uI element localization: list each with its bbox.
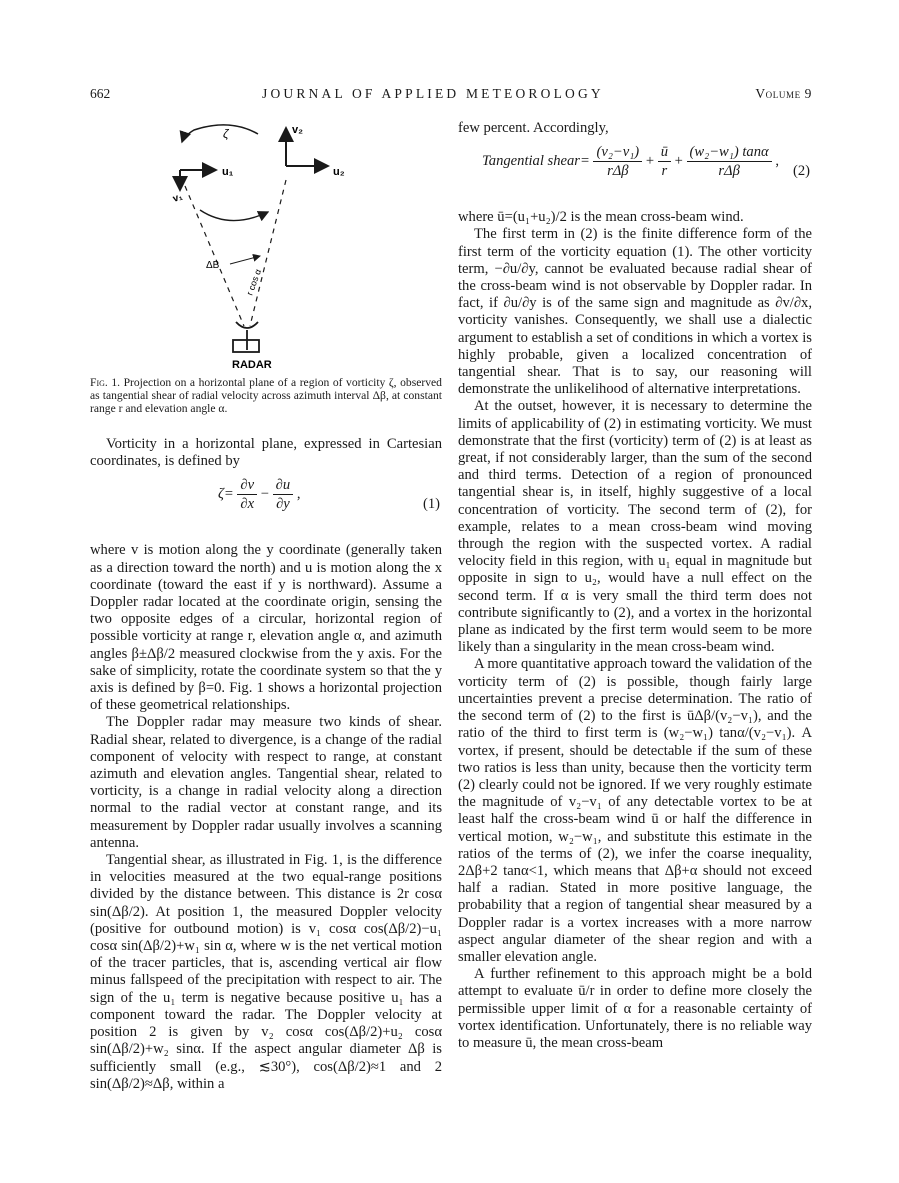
eq1-number: (1) bbox=[422, 496, 440, 513]
paragraph: where ū=(u₁+u₂)/2 is the mean cross-beam wind. bbox=[458, 209, 744, 226]
eq1-fraction-2 bbox=[273, 476, 294, 513]
eq2-t1-den: rΔβ bbox=[607, 163, 629, 180]
eq1-num1: ∂v bbox=[237, 476, 257, 495]
eq1-lhs: ζ= bbox=[218, 486, 234, 503]
eq2-t2-num: ū bbox=[658, 143, 671, 162]
eq2-plus-2: + bbox=[674, 153, 683, 170]
eq2-term-3 bbox=[687, 143, 772, 180]
journal-title: JOURNAL OF APPLIED METEOROLOGY bbox=[262, 86, 604, 101]
delta-beta-arrow bbox=[230, 256, 260, 264]
right-column bbox=[458, 120, 812, 1052]
delta-beta-label: ΔB bbox=[206, 260, 220, 271]
u1-label: u₁ bbox=[222, 166, 234, 178]
eq1-minus: − bbox=[260, 486, 270, 503]
eq2-t3-den: rΔβ bbox=[718, 163, 740, 180]
paragraph: A further refinement to this approach might be a bold attempt to evaluate ū/r in order to define more closely the permissible upper limit of α for a reasonable certainty of vortex identification. Unfortunately, there is no reliable way to measure ū, the mean cross-beam bbox=[458, 966, 812, 1051]
paragraph: A more quantitative approach toward the validation of the vorticity term of (2) is possible, though fairly large uncertainties prevent a precise determination. The ratio of the second term of (2) to the first is ūΔβ/(v₂−v₁), and the ratio of the third to first term is (w₂−w₁) tanα/(v₂−v₁). A vortex, if present, should be detectable if the sum of these two ratios is less than unity, because then the vorticity term (2) clearly could not be ignored. If we very roughly estimate the magnitude of v₂−v₁ of any detectable vortex to be at least half the cross-beam wind ū or half the difference in vertical motion, w₂−w₁, and substitute this estimate in the ratios of the terms of (2), we infer the coarse inequality, 2Δβ+2 tanα<1, which means that Δβ+α should not exceed half a radian. Stated in more positive language, the probability that a region of tangential shear measured by a Doppler radar is a vortex increases with a more narrow aspect angular diameter of the shear region and with a smaller elevation angle. bbox=[458, 656, 812, 965]
eq2-t1-num: (v₂−v₁) bbox=[593, 143, 642, 162]
eq1-fraction-1 bbox=[237, 476, 257, 513]
radial-right bbox=[250, 180, 286, 326]
eq2-t3-num: (w₂−w₁) tanα bbox=[687, 143, 772, 162]
eq2-t2-den: r bbox=[661, 163, 668, 180]
radar-base bbox=[233, 340, 259, 352]
u2-label: u₂ bbox=[333, 166, 345, 178]
eq1-den1: ∂x bbox=[240, 496, 255, 513]
figure-1 bbox=[160, 118, 350, 370]
paragraph: The first term in (2) is the finite difference form of the first term of the vorticity equation (1). The other vorticity term, −∂u/∂y, cannot be evaluated because radial shear of the cross-beam wind is not observable by Doppler radar. In fact, if ∂u/∂y is of the same sign and magnitude as ∂v/∂x, vorticity vanishes. Consequently, we shall use a dialectic argument to establish a set of conditions in which a vortex is highly probable, given a localized concentration of tangential shear. That is to say, our reasoning will demonstrate the unlikelihood of alternative interpretations. bbox=[458, 226, 812, 398]
eq1-tail: , bbox=[296, 486, 301, 503]
radar-label: RADAR bbox=[232, 359, 272, 370]
caption-text: Projection on a horizontal plane of a region of vorticity ζ, observed as tangential shear of radial velocity across azimuth interval Δβ, at constant range r and elevation angle α. bbox=[90, 376, 442, 416]
volume-label: Volume 9 bbox=[755, 86, 812, 101]
v2-label: v₂ bbox=[292, 124, 304, 136]
radial-left bbox=[185, 186, 244, 326]
caption-tag: Fig. 1. bbox=[90, 376, 121, 389]
figure-1-diagram bbox=[160, 118, 350, 370]
eq2-lhs: Tangential shear= bbox=[482, 153, 590, 170]
page-number: 662 bbox=[90, 86, 111, 101]
v1-label: v₁ bbox=[171, 191, 185, 205]
equation-2 bbox=[458, 143, 812, 205]
eq2-term-2 bbox=[658, 143, 671, 180]
eq2-term-1 bbox=[593, 143, 642, 180]
eq1-num2: ∂u bbox=[273, 476, 294, 495]
eq1-den2: ∂y bbox=[276, 496, 290, 513]
left-column bbox=[90, 436, 442, 1093]
paragraph: The Doppler radar may measure two kinds of shear. Radial shear, related to divergence, is a change of the radial component of velocity with respect to range, at constant azimuth and elevation angles. Tangential shear, related to vorticity, is a change in radial velocity along a direction normal to the radial vector at constant range, and its measurement by Doppler radar usually involves a scanning antenna. bbox=[90, 714, 442, 851]
zeta-label: ζ bbox=[223, 127, 229, 141]
paragraph: where v is motion along the y coordinate (generally taken as a direction toward the north) and u is motion along the x coordinate (toward the east if y is northward). Assume a Doppler radar located at the coordinate origin, sensing the two opposite edges of a circular, horizontal region of possible vorticity at range r, elevation angle α, and azimuth angles β±Δβ/2 measured clockwise from the y axis. For the sake of simplicity, rotate the coordinate system so that the y axis is defined by β=0. Fig. 1 shows a horizontal projection of these geometrical relationships. bbox=[90, 542, 442, 714]
eq2-tail: , bbox=[775, 153, 779, 170]
paragraph: few percent. Accordingly, bbox=[458, 120, 609, 136]
paragraph: Vorticity in a horizontal plane, expressed in Cartesian coordinates, is defined by bbox=[90, 436, 442, 470]
paragraph: Tangential shear, as illustrated in Fig. 1, is the difference in velocities measured at the two equal-range positions divided by the distance between. This distance is 2r cosα sin(Δβ/2). At position 1, the measured Doppler velocity (positive for outbound motion) is v₁ cosα cos(Δβ/2)−u₁ cosα sin(Δβ/2)+w₁ sin α, where w is the net vertical motion of the tracer particles, that is, ascending vertical air flow minus fallspeed of the precipitation with respect to air. The sign of the u₁ term is negative because positive u₁ has a component toward the radar. The Doppler velocity at position 2 is given by v₂ cosα cos(Δβ/2)+u₂ cosα sin(Δβ/2)+w₂ sinα. If the aspect angular diameter Δβ is sufficiently small (e.g., ≲30°), cos(Δβ/2)≈1 and 2 sin(Δβ/2)≈Δβ, within a bbox=[90, 852, 442, 1092]
eq2-plus-1: + bbox=[645, 153, 655, 170]
vorticity-arc bbox=[182, 125, 258, 142]
equation-1 bbox=[90, 476, 442, 538]
eq2-number: (2) bbox=[792, 163, 810, 180]
lower-arc bbox=[200, 210, 268, 221]
paragraph: At the outset, however, it is necessary to determine the limits of applicability of (2) in estimating vorticity. We must demonstrate that the first (vorticity) term of (2) is at least as great, if not considerably larger, than the sum of the second and third terms. Detection of a region of pronounced tangential shear is, in itself, highly suggestive of a local concentration of vorticity. The second term of (2), for example, relates to a mean cross-beam wind moving through the region with the suspected vortex. A radial velocity field in this region, with u₁ equal in magnitude but opposite in sign to u₂, would have a null effect on the second term. If α is very small the third term does not contribute significantly to (2), and a vortex in the horizontal plane as indicated by the first term would seem to be more likely than a singularity in the mean cross-beam wind. bbox=[458, 398, 812, 656]
running-header bbox=[90, 86, 812, 106]
figure-caption bbox=[90, 376, 442, 416]
radar-antenna bbox=[236, 322, 258, 328]
r-cos-alpha-label: r cos α bbox=[244, 267, 264, 297]
